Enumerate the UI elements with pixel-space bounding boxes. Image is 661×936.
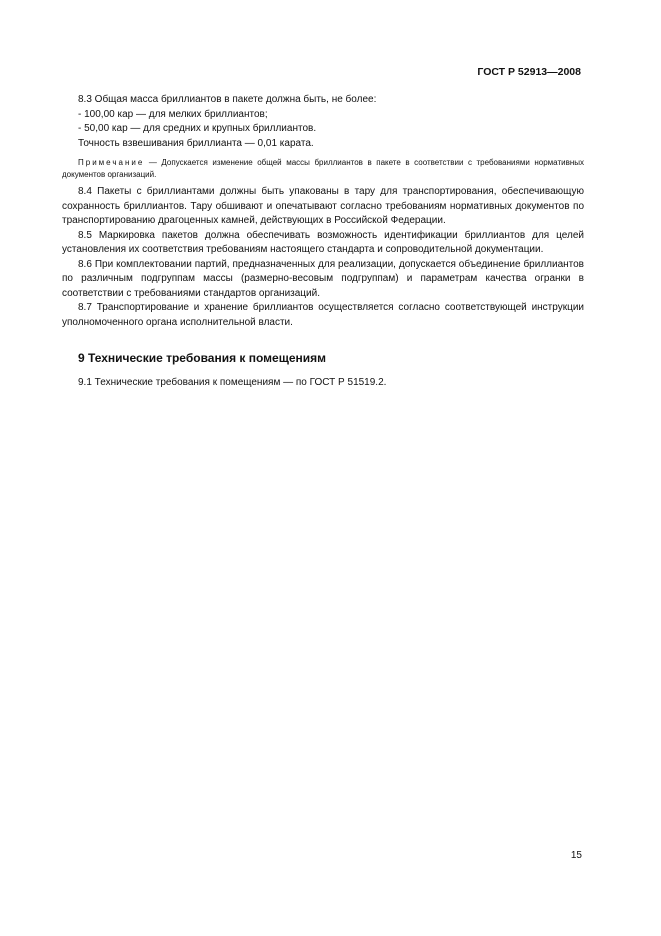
paragraph-8-4: 8.4 Пакеты с бриллиантами должны быть упакованы в тару для транспортирования, обеспечивающую сохранность бриллиантов. Тару обшивают и опечатывают согласно требованиям нормативных документов по транспортированию драгоценных камней, действующих в Российской Федерации. <box>62 186 584 226</box>
paragraph-8-5: 8.5 Маркировка пакетов должна обеспечивать возможность идентификации бриллиантов для целей установления их соответствия требованиям настоящего стандарта и сопроводительной документации. <box>62 229 584 255</box>
paragraph-8-6: 8.6 При комплектовании партий, предназначенных для реализации, допускается объединение бриллиантов по различным подгруппам массы (размерно-весовым подгруппам) и параметрам качества огранки в соответствии с требованиями стандартов организаций. <box>62 258 584 299</box>
note <box>62 157 584 181</box>
list-item: - 50,00 кар — для средних и крупных бриллиантов. <box>78 123 317 134</box>
weighing-accuracy: Точность взвешивания бриллианта — 0,01 карата. <box>78 137 314 149</box>
list-item: - 100,00 кар — для мелких бриллиантов; <box>78 108 268 120</box>
section-9-heading: 9 Технические требования к помещениям <box>78 351 327 365</box>
document-number-header: ГОСТ Р 52913—2008 <box>477 66 581 78</box>
page-body <box>62 93 584 391</box>
page-number: 15 <box>570 850 582 861</box>
paragraph-8-3: 8.3 Общая масса бриллиантов в пакете должна быть, не более: <box>78 94 377 105</box>
paragraph-8-7: 8.7 Транспортирование и хранение бриллиантов осуществляется согласно соответствующей инструкции уполномоченного органа исполнительной власти. <box>62 302 584 328</box>
paragraph-9-1: 9.1 Технические требования к помещениям — по ГОСТ Р 51519.2. <box>78 377 387 388</box>
note-text: — Допускается изменение общей массы бриллиантов в пакете в соответствии с требованиями нормативных документов организаций. <box>62 158 584 179</box>
note-label: Примечание <box>78 158 145 167</box>
